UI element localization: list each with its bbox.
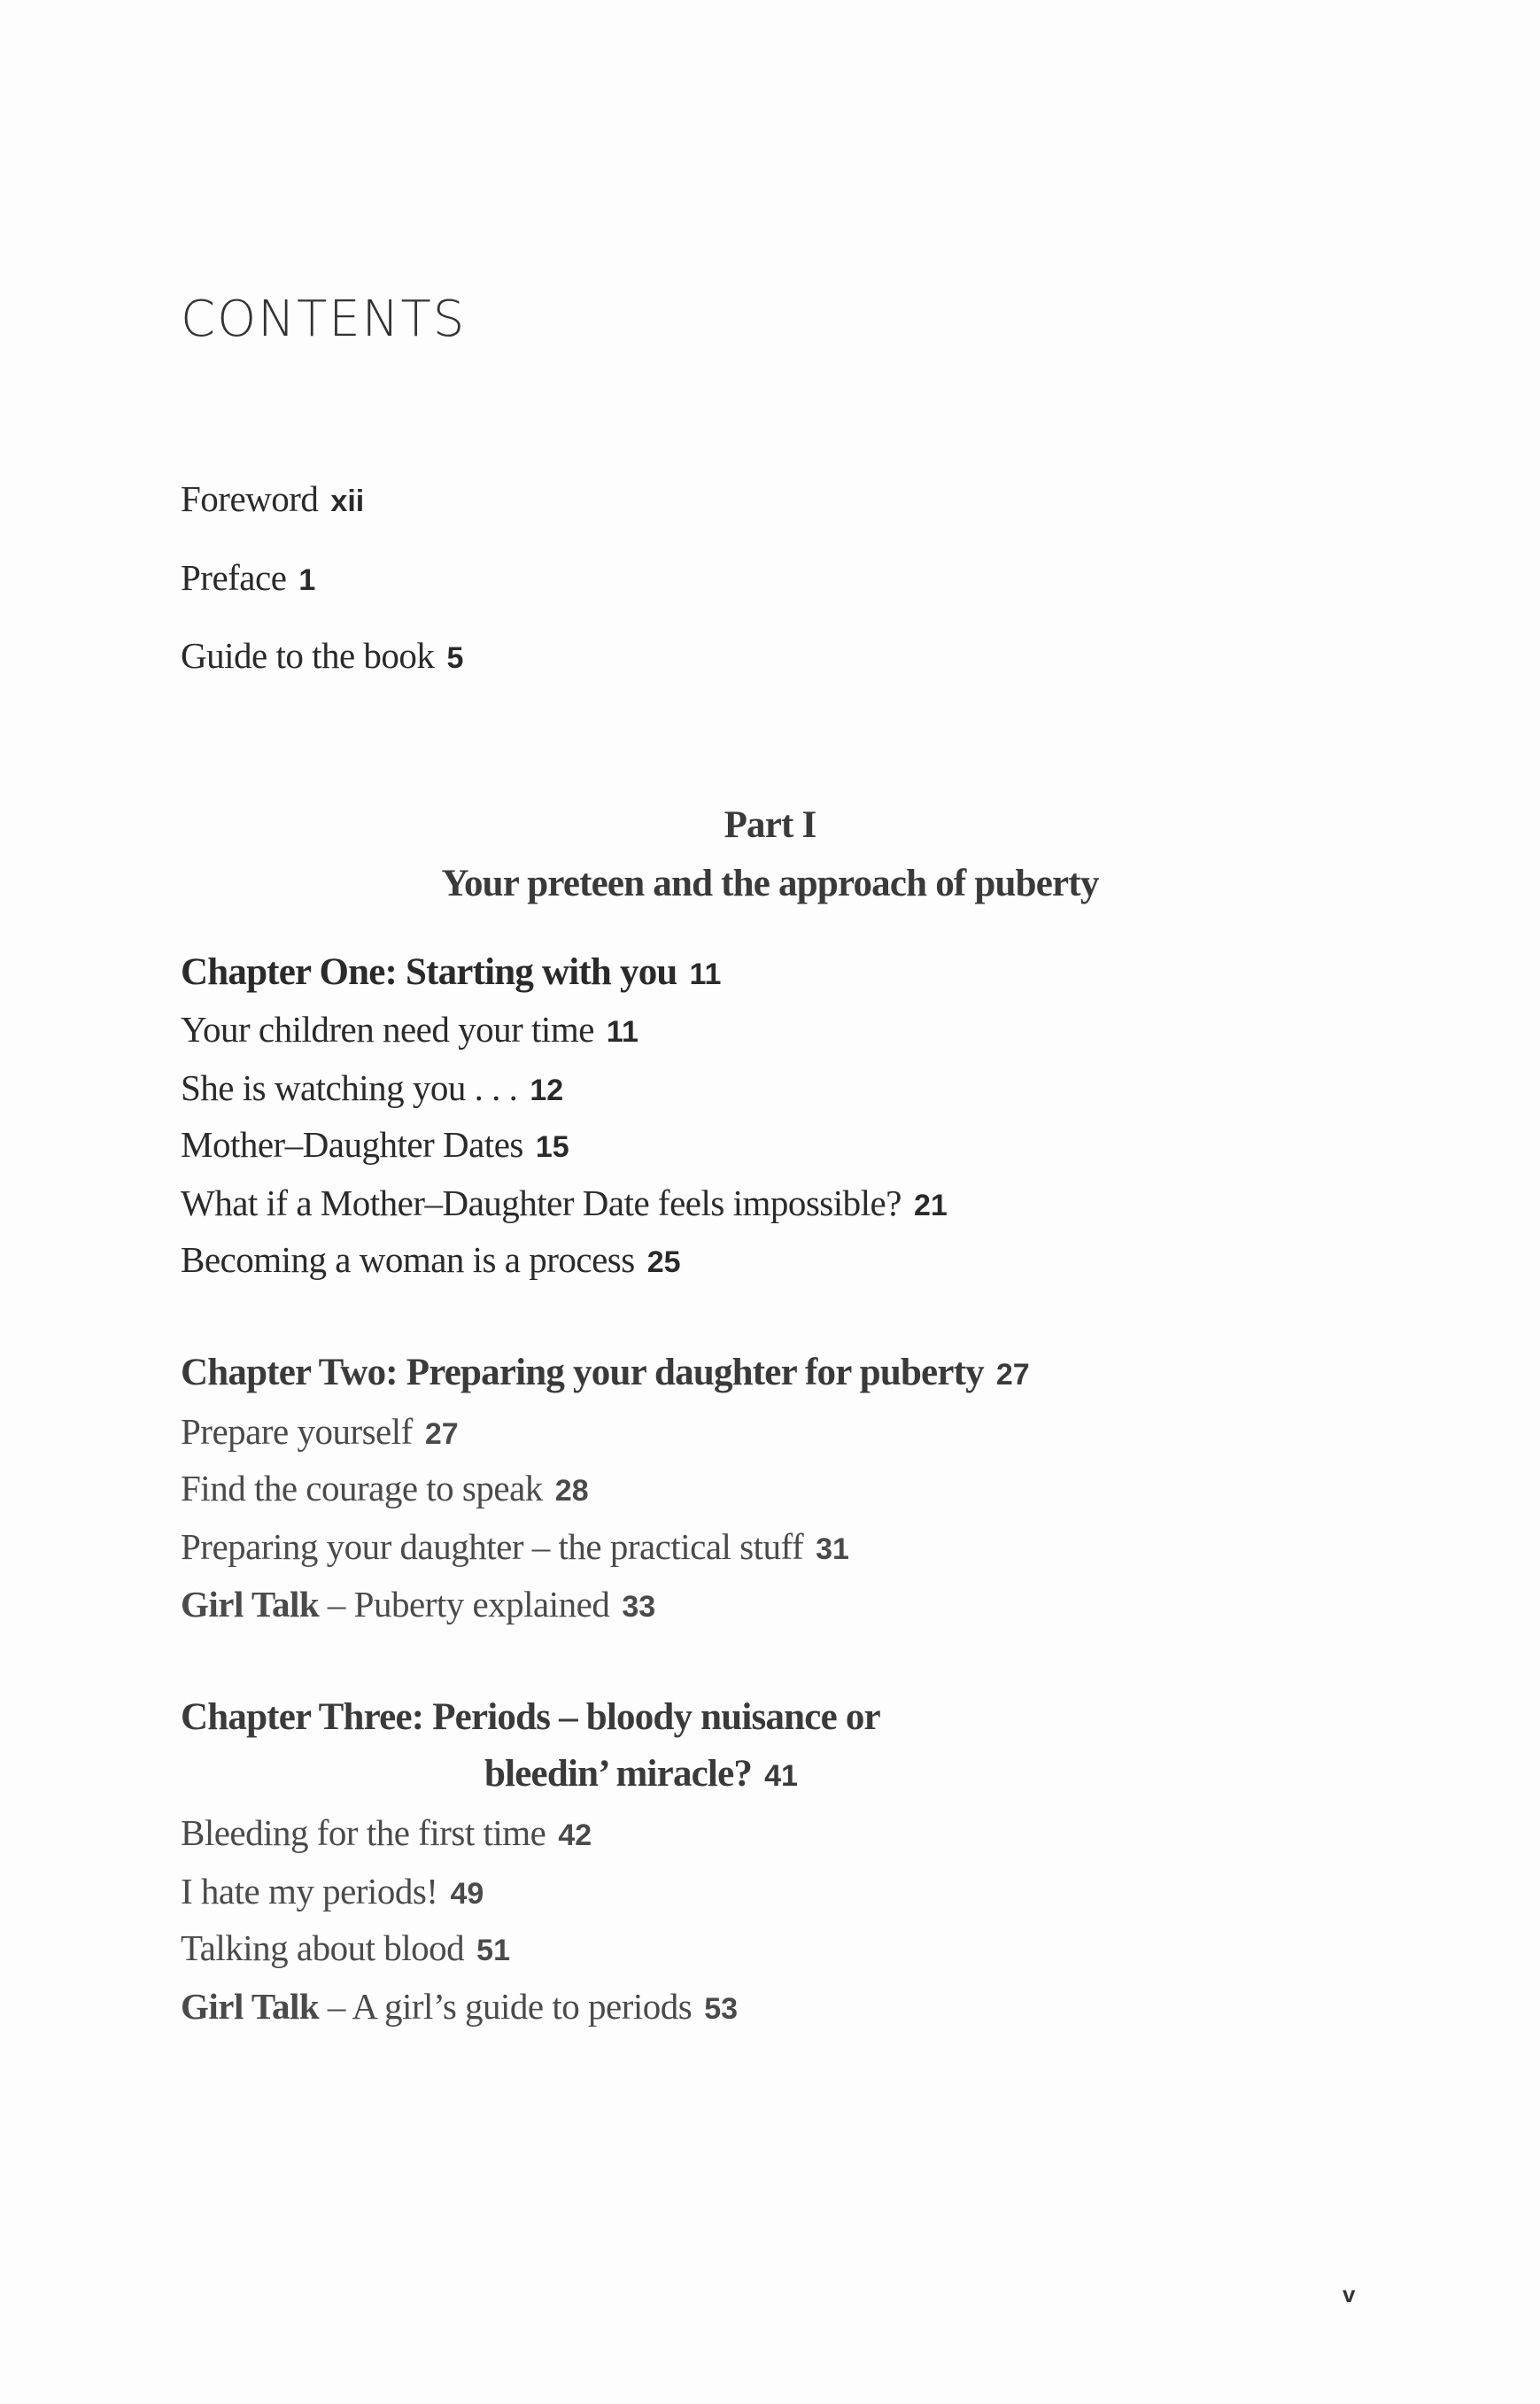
entry-label: – Puberty explained (319, 1584, 610, 1625)
entry-label: Becoming a woman is a process (181, 1239, 635, 1280)
entry-label: I hate my periods! (181, 1871, 438, 1912)
entry-bold-label: Girl Talk (181, 1584, 320, 1625)
toc-entry[interactable] (181, 1923, 510, 1973)
page-number: 33 (622, 1590, 656, 1624)
toc-entry[interactable] (181, 1120, 569, 1169)
entry-label: Foreword (181, 478, 319, 519)
entry-label: Guide to the book (181, 635, 435, 676)
toc-entry[interactable] (181, 1522, 849, 1571)
toc-entry[interactable] (181, 1407, 459, 1456)
page-number: 27 (424, 1417, 459, 1451)
page-number: 1 (298, 563, 316, 597)
toc-entry[interactable] (181, 553, 315, 602)
chapter-heading-line1[interactable]: Chapter Three: Periods – bloody nuisance or (181, 1696, 880, 1738)
toc-entry[interactable] (181, 1004, 638, 1054)
toc-entry[interactable] (181, 1808, 592, 1857)
toc-entry[interactable] (181, 1235, 681, 1284)
page-number: 5 (446, 641, 464, 675)
chapter-title: Chapter Two: Preparing your daughter for puberty (181, 1352, 984, 1393)
page-number: 53 (704, 1992, 739, 2026)
chapter-heading[interactable] (181, 948, 721, 997)
page-number: 11 (689, 958, 722, 991)
page-number: 31 (816, 1532, 849, 1566)
toc-entry[interactable] (181, 1063, 563, 1113)
chapter-heading[interactable] (181, 1348, 1030, 1398)
entry-label: Preface (181, 557, 287, 598)
toc-entry[interactable] (181, 1579, 655, 1629)
entry-bold-label: Girl Talk (181, 1986, 320, 2027)
entry-label: What if a Mother–Daughter Date feels impossible? (181, 1183, 902, 1223)
toc-entry[interactable] (181, 1178, 948, 1228)
toc-entry[interactable] (181, 1463, 589, 1513)
page-number: 27 (995, 1358, 1030, 1392)
page-number: xii (330, 485, 365, 518)
part-subtitle: Your preteen and the approach of puberty (441, 863, 1099, 904)
chapter-title: bleedin’ miracle? (484, 1753, 753, 1795)
page-number: 12 (530, 1074, 564, 1107)
page-number: 25 (646, 1245, 681, 1279)
page-number: 21 (913, 1189, 948, 1222)
page-number: 28 (554, 1474, 589, 1508)
page-number: 51 (476, 1934, 510, 1967)
page-title: CONTENTS (181, 291, 467, 348)
page-number: 15 (535, 1130, 569, 1164)
entry-label: Talking about blood (181, 1927, 465, 1968)
toc-entry[interactable] (181, 474, 364, 523)
entry-label: She is watching you . . . (181, 1067, 518, 1108)
entry-label: Your children need your time (181, 1009, 594, 1050)
entry-label: Find the courage to speak (181, 1468, 543, 1508)
entry-label: Preparing your daughter – the practical stuff (181, 1526, 804, 1567)
toc-entry[interactable] (181, 631, 463, 680)
toc-entry[interactable] (181, 1981, 738, 2031)
entry-label: Bleeding for the first time (181, 1812, 546, 1853)
page-number: 49 (450, 1877, 484, 1911)
page-number: 42 (558, 1819, 592, 1852)
entry-label: – A girl’s guide to periods (319, 1986, 693, 2027)
page-number: 11 (606, 1015, 638, 1049)
entry-label: Mother–Daughter Dates (181, 1124, 523, 1165)
page-number: 41 (764, 1759, 798, 1793)
chapter-heading-line2[interactable] (484, 1749, 798, 1799)
chapter-title: Chapter One: Starting with you (181, 951, 677, 993)
entry-label: Prepare yourself (181, 1411, 413, 1452)
part-heading: Part I (724, 804, 816, 846)
toc-entry[interactable] (181, 1866, 484, 1916)
folio-page-number: v (1343, 2281, 1356, 2307)
